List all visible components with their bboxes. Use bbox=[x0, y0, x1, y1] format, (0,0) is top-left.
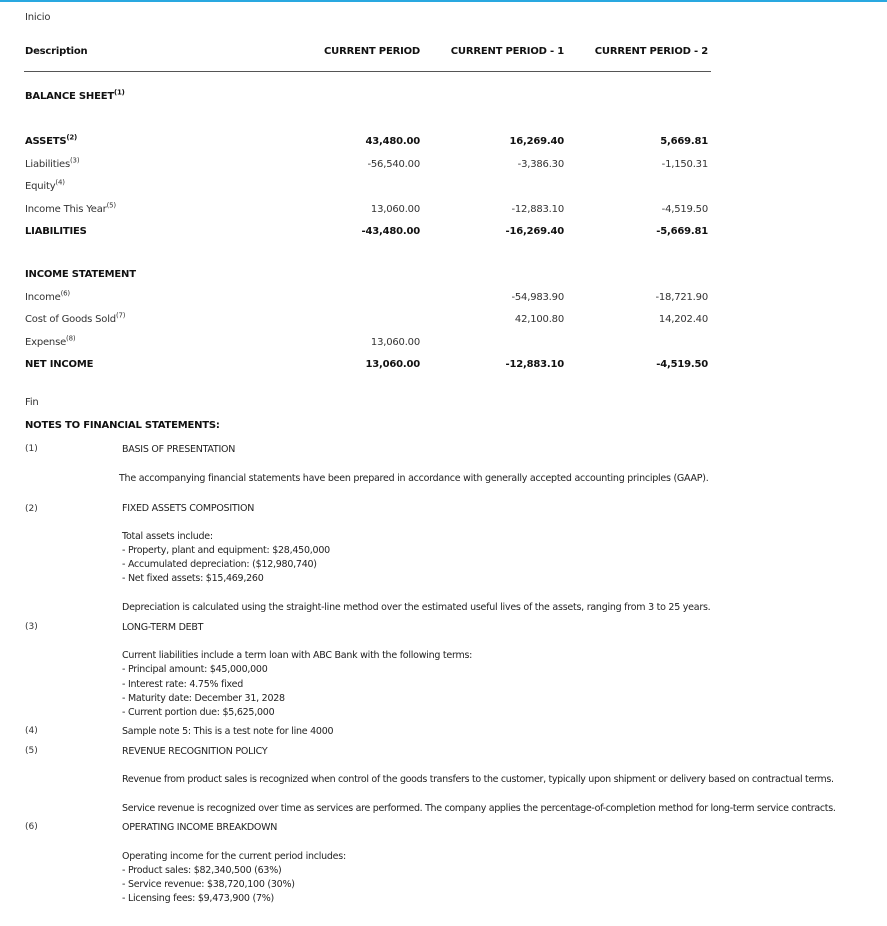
income-statement-row-value-c2: -18,721.90 bbox=[655, 292, 708, 303]
note-4-text: Sample note 5: This is a test note for line 4000 bbox=[122, 726, 334, 737]
income-statement-row-label: Income$^{(6)}$ bbox=[25, 289, 70, 303]
note-6-text: Operating income for the current period includes: - Product sales: $82,340,500 (63%) - Service revenue: $38,720,100 (30%) - Licensing fees: $9,473,900 (7%) bbox=[122, 851, 346, 904]
notes-title: NOTES TO FINANCIAL STATEMENTS: bbox=[25, 420, 220, 431]
balance-sheet-row-label: ASSETS$^{(2)}$ bbox=[25, 133, 78, 147]
balance-sheet-row-value-c2: -1,150.31 bbox=[661, 158, 708, 170]
balance-sheet-row-value-c2: -5,669.81 bbox=[656, 226, 708, 237]
note-2-ref: (2) bbox=[25, 504, 38, 514]
balance-sheet-row-value-c0: -56,540.00 bbox=[367, 158, 420, 170]
balance-sheet-row-label: LIABILITIES bbox=[25, 226, 87, 237]
balance-sheet-title: BALANCE SHEET$^{(1)}$ bbox=[25, 88, 125, 102]
income-statement-row-ref: (7) bbox=[115, 311, 126, 320]
income-statement-row-value-c1: -54,983.90 bbox=[511, 292, 564, 303]
note-5-text: Revenue from product sales is recognized when control of the goods transfers to the customer, typically upon shipment or delivery based on contractual terms. bbox=[122, 774, 834, 785]
balance-sheet-row-value-c2: 5,669.81 bbox=[660, 136, 708, 147]
income-statement-row-label: Expense$^{(8)}$ bbox=[25, 334, 76, 348]
note-1-text: The accompanying financial statements have been prepared in accordance with generally accepted accounting principles (GAAP). bbox=[119, 473, 709, 484]
column-header-current-2: CURRENT PERIOD - 2 bbox=[594, 46, 708, 57]
top-accent-bar bbox=[0, 0, 887, 2]
balance-sheet-row-ref: (2) bbox=[66, 133, 78, 142]
header-divider bbox=[24, 71, 711, 72]
note-3-text: Current liabilities include a term loan with ABC Bank with the following terms: - Principal amount: $45,000,000 - Interest rate: 4.75% fixed - Maturity date: December 31, 2028 - Current portion due: $5,625,000 bbox=[122, 650, 473, 719]
column-header-description: Description bbox=[25, 46, 88, 57]
income-statement-row-value-c0: 13,060.00 bbox=[365, 358, 420, 370]
income-statement-row-value-c2: -4,519.50 bbox=[656, 358, 708, 370]
column-header-current-1: CURRENT PERIOD - 1 bbox=[450, 46, 564, 57]
balance-sheet-row-label: Liabilities$^{(3)}$ bbox=[25, 156, 80, 170]
note-6-ref: (6) bbox=[25, 822, 38, 832]
balance-sheet-row-value-c0: 43,480.00 bbox=[365, 136, 420, 147]
balance-sheet-row-value-c1: -12,883.10 bbox=[511, 203, 564, 215]
balance-sheet-row-ref: (3) bbox=[70, 156, 80, 165]
income-statement-row-value-c0: 13,060.00 bbox=[370, 336, 420, 348]
note-5-ref: (5) bbox=[25, 746, 38, 756]
income-statement-row-ref: (6) bbox=[60, 289, 70, 298]
note-1-ref: (1) bbox=[25, 444, 38, 454]
income-statement-row-ref: (8) bbox=[66, 334, 76, 343]
note-3-ref: (3) bbox=[25, 622, 38, 632]
balance-sheet-row-value-c2: -4,519.50 bbox=[661, 203, 708, 215]
balance-sheet-row-value-c1: -16,269.40 bbox=[505, 226, 564, 237]
balance-sheet-row-label: Equity$^{(4)}$ bbox=[25, 178, 65, 192]
note-2-title: FIXED ASSETS COMPOSITION bbox=[122, 503, 255, 514]
balance-sheet-row-label: Income This Year$^{(5)}$ bbox=[25, 201, 116, 215]
note-1-title: BASIS OF PRESENTATION bbox=[122, 444, 236, 455]
note-2-text: Total assets include: - Property, plant and equipment: $28,450,000 - Accumulated depreciation: ($12,980,740) - Net fixed assets: $15,469,260 bbox=[122, 531, 330, 584]
start-label: Inicio bbox=[25, 12, 51, 23]
note-5-title: REVENUE RECOGNITION POLICY bbox=[122, 746, 268, 757]
note-4-ref: (4) bbox=[25, 726, 38, 736]
end-label: Fin bbox=[25, 397, 39, 408]
balance-sheet-row-ref: (5) bbox=[106, 201, 116, 210]
income-statement-row-label: Cost of Goods Sold$^{(7)}$ bbox=[25, 311, 126, 326]
income-statement-row-value-c1: -12,883.10 bbox=[505, 358, 564, 370]
income-statement-title: INCOME STATEMENT bbox=[25, 269, 136, 280]
note-2-text-2: Depreciation is calculated using the straight-line method over the estimated useful lives of the assets, ranging from 3 to 25 years. bbox=[122, 602, 711, 613]
balance-sheet-row-value-c0: 13,060.00 bbox=[370, 203, 420, 215]
balance-sheet-row-value-c0: -43,480.00 bbox=[361, 226, 420, 237]
balance-sheet-row-ref: (4) bbox=[55, 178, 65, 187]
balance-sheet-row-value-c1: -3,386.30 bbox=[517, 158, 564, 170]
note-5-text-2: Service revenue is recognized over time as services are performed. The company applies the percentage-of-completion method for long-term service contracts. bbox=[122, 803, 836, 814]
income-statement-row-label: NET INCOME bbox=[25, 358, 94, 370]
balance-sheet-row-value-c1: 16,269.40 bbox=[509, 136, 564, 147]
income-statement-row-value-c1: 42,100.80 bbox=[514, 314, 564, 326]
column-header-current: CURRENT PERIOD bbox=[324, 46, 420, 57]
note-6-title: OPERATING INCOME BREAKDOWN bbox=[122, 822, 278, 833]
income-statement-row-value-c2: 14,202.40 bbox=[658, 314, 708, 326]
note-3-title: LONG-TERM DEBT bbox=[122, 622, 204, 633]
